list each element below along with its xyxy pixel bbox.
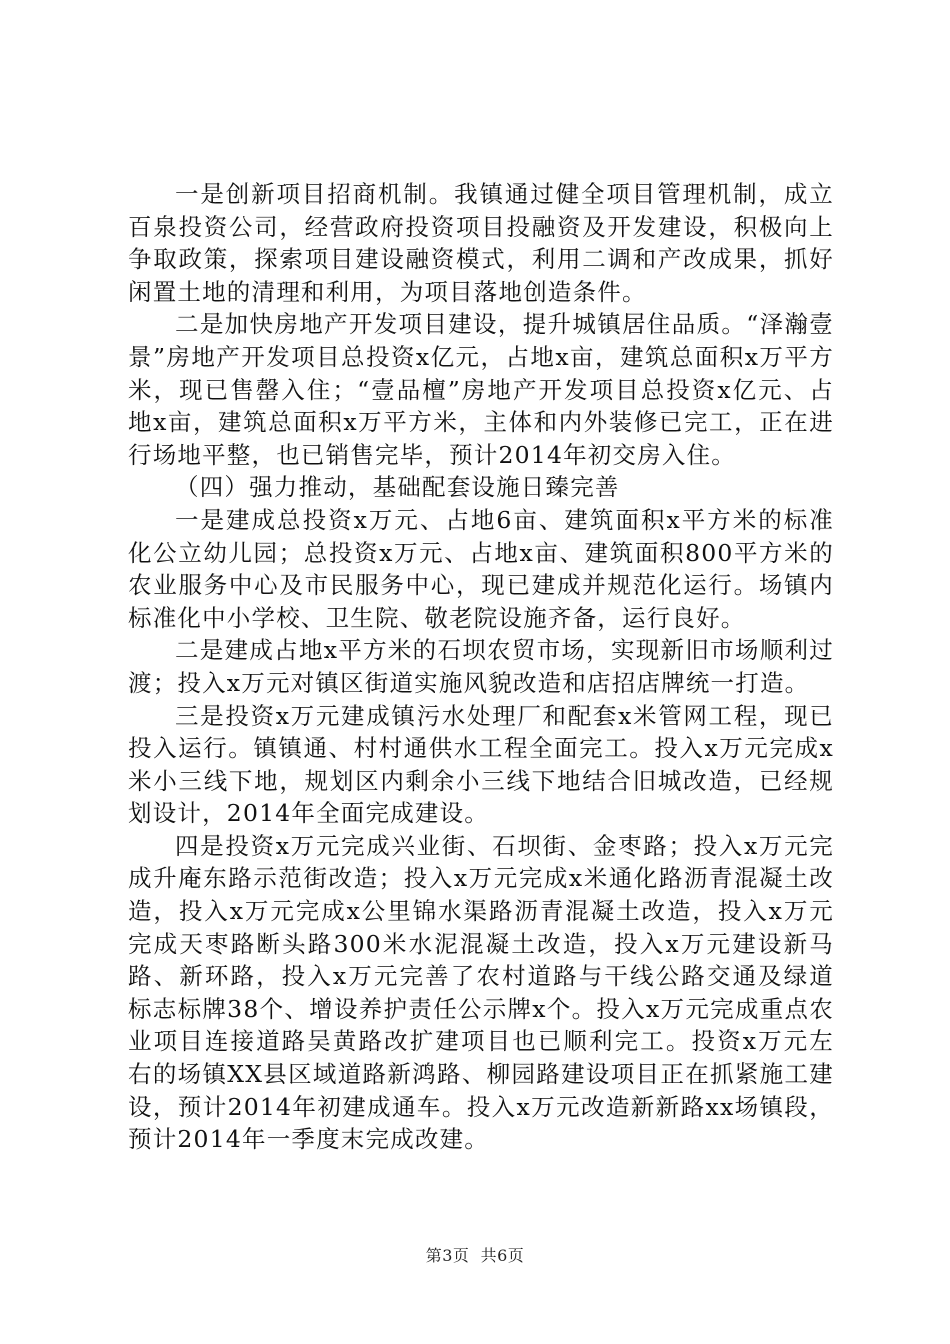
- page-total: 共6页: [480, 1246, 525, 1265]
- document-body: [128, 178, 834, 1156]
- paragraph: 一是创新项目招商机制。我镇通过健全项目管理机制，成立百泉投资公司，经营政府投资项目投融资及开发建设，积极向上争取政策，探索项目建设融资模式，利用二调和产改成果，抓好闲置土地的清理和利用，为项目落地创造条件。: [128, 180, 834, 306]
- paragraph: 一是建成总投资x万元、占地6亩、建筑面积x平方米的标准化公立幼儿园；总投资x万元、占地x亩、建筑面积800平方米的农业服务中心及市民服务中心，现已建成并规范化运行。场镇内标准化中小学校、卫生院、敬老院设施齐备，运行良好。: [128, 505, 834, 632]
- paragraph: 二是加快房地产开发项目建设，提升城镇居住品质。“泽瀚壹景”房地产开发项目总投资x亿元，占地x亩，建筑总面积x万平方米，现已售罄入住；“壹品檀”房地产开发项目总投资x亿元、占地x亩，建筑总面积x万平方米，主体和内外装修已完工，正在进行场地平整，也已销售完毕，预计2014年初交房入住。: [128, 310, 834, 469]
- paragraph: 二是建成占地x平方米的石坝农贸市场，实现新旧市场顺利过渡；投入x万元对镇区街道实施风貌改造和店招店牌统一打造。: [128, 636, 834, 697]
- page-number: 第3页: [425, 1246, 470, 1265]
- section-heading: （四）强力推动，基础配套设施日臻完善: [175, 473, 620, 502]
- paragraph: 四是投资x万元完成兴业街、石坝街、金枣路；投入x万元完成升庵东路示范街改造；投入x万元完成x米通化路沥青混凝土改造，投入x万元完成x公里锦水渠路沥青混凝土改造，投入x万元完成天枣路断头路300米水泥混凝土改造，投入x万元建设新马路、新环路，投入x万元完善了农村道路与干线公路交通及绿道标志标牌38个、增设养护责任公示牌x个。投入x万元完成重点农业项目连接道路吴黄路改扩建项目也已顺利完工。投资x万元左右的场镇XX县区域道路新鸿路、柳园路建设项目正在抓紧施工建设，预计2014年初建成通车。投入x万元改造新新路xx场镇段，预计2014年一季度末完成改建。: [128, 831, 834, 1154]
- page-footer: [0, 1243, 950, 1266]
- paragraph: 三是投资x万元建成镇污水处理厂和配套x米管网工程，现已投入运行。镇镇通、村村通供水工程全面完工。投入x万元完成x米小三线下地，规划区内剩余小三线下地结合旧城改造，已经规划设计，2014年全面完成建设。: [128, 701, 834, 828]
